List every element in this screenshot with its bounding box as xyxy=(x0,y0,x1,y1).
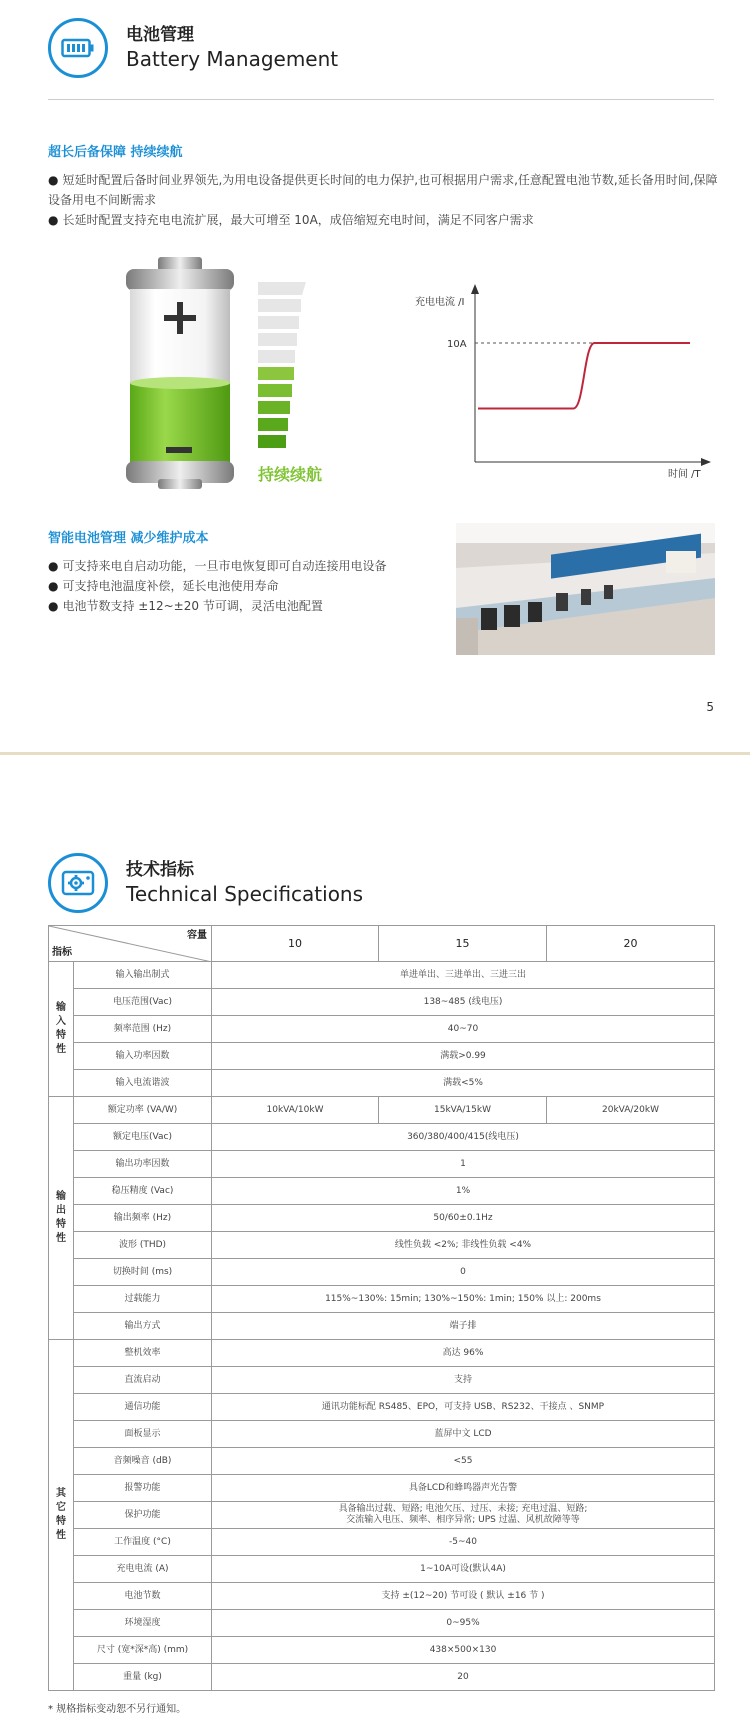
row-label: 输入电流谐波 xyxy=(74,1070,212,1097)
footnote: * 规格指标变动恕不另行通知。 xyxy=(48,1704,187,1715)
row-label: 音频噪音 (dB) xyxy=(74,1448,212,1475)
battery-icon xyxy=(48,18,108,78)
row-value: 端子排 xyxy=(212,1313,715,1340)
row-label: 输入输出制式 xyxy=(74,962,212,989)
row-label: 充电电流 (A) xyxy=(74,1556,212,1583)
row-value: 115%~130%: 15min; 130%~150%: 1min; 150% 以上: 200ms xyxy=(212,1286,715,1313)
table-row xyxy=(49,1043,715,1070)
table-header-row xyxy=(49,926,715,962)
battery-section-header xyxy=(48,18,338,78)
gear-icon xyxy=(48,853,108,913)
row-value: <55 xyxy=(212,1448,715,1475)
table-row xyxy=(49,1529,715,1556)
table-row xyxy=(49,1205,715,1232)
table-row xyxy=(49,962,715,989)
row-label: 重量 (kg) xyxy=(74,1664,212,1691)
spec-table xyxy=(48,925,715,1691)
group-output: 输 出 特 性 xyxy=(49,1097,74,1340)
row-value: 支持 ±(12~20) 节可设 ( 默认 ±16 节 ) xyxy=(212,1583,715,1610)
row-label: 环境湿度 xyxy=(74,1610,212,1637)
row-label: 直流启动 xyxy=(74,1367,212,1394)
table-row xyxy=(49,1016,715,1043)
charge-current-chart xyxy=(400,270,720,480)
table-row xyxy=(49,1367,715,1394)
smart-heading: 智能电池管理 减少维护成本 xyxy=(48,531,209,546)
row-label: 波形 (THD) xyxy=(74,1232,212,1259)
row-label: 切换时间 (ms) xyxy=(74,1259,212,1286)
battery-illustration xyxy=(120,255,240,495)
specs-section-header xyxy=(48,853,363,913)
row-label: 面板显示 xyxy=(74,1421,212,1448)
row-label: 输出功率因数 xyxy=(74,1151,212,1178)
table-row xyxy=(49,1232,715,1259)
row-value: 1% xyxy=(212,1178,715,1205)
row-value: 360/380/400/415(线电压) xyxy=(212,1124,715,1151)
table-row xyxy=(49,1259,715,1286)
row-value: 支持 xyxy=(212,1367,715,1394)
backup-heading: 超长后备保障 持续续航 xyxy=(48,145,183,160)
row-label: 额定电压(Vac) xyxy=(74,1124,212,1151)
table-row xyxy=(49,1151,715,1178)
row-value: 具备输出过载、短路; 电池欠压、过压、未接; 充电过温、短路; 交流输入电压、频率、相序异常; UPS 过温、风机故障等等 xyxy=(212,1502,715,1529)
table-row xyxy=(49,989,715,1016)
backup-bullets xyxy=(48,170,718,230)
row-value: 满载<5% xyxy=(212,1070,715,1097)
row-label: 工作温度 (°C) xyxy=(74,1529,212,1556)
battery-caption: 持续续航 xyxy=(258,465,323,484)
row-label: 电压范围(Vac) xyxy=(74,989,212,1016)
list-item: ● 短延时配置后备时间业界领先,为用电设备提供更长时间的电力保护,也可根据用户需求,任意配置电池节数,延长备用时间,保障设备用电不间断需求 xyxy=(48,173,718,207)
list-item: ● 可支持来电自启动功能，一旦市电恢复即可自动连接用电设备 xyxy=(48,559,387,573)
table-row xyxy=(49,1097,715,1124)
row-value: 蓝屏中文 LCD xyxy=(212,1421,715,1448)
row-label: 保护功能 xyxy=(74,1502,212,1529)
table-row xyxy=(49,1421,715,1448)
table-row xyxy=(49,1664,715,1691)
list-item: ● 长延时配置支持充电电流扩展，最大可增至 10A，成倍缩短充电时间，满足不同客户需求 xyxy=(48,213,534,227)
table-row xyxy=(49,1475,715,1502)
table-row xyxy=(49,1556,715,1583)
table-row xyxy=(49,1340,715,1367)
list-item: ● 电池节数支持 ±12~±20 节可调，灵活电池配置 xyxy=(48,599,323,613)
row-label: 输入功率因数 xyxy=(74,1043,212,1070)
row-label: 额定功率 (VA/W) xyxy=(74,1097,212,1124)
battery-title-en: Battery Management xyxy=(126,47,339,71)
row-label: 稳压精度 (Vac) xyxy=(74,1178,212,1205)
table-row xyxy=(49,1448,715,1475)
list-item: ● 可支持电池温度补偿，延长电池使用寿命 xyxy=(48,579,279,593)
row-label: 频率范围 (Hz) xyxy=(74,1016,212,1043)
table-row xyxy=(49,1286,715,1313)
row-value: 138~485 (线电压) xyxy=(212,989,715,1016)
row-value: 0 xyxy=(212,1259,715,1286)
battery-title-cn: 电池管理 xyxy=(126,25,194,45)
section-rule xyxy=(48,99,714,100)
row-value: 1~10A可设(默认4A) xyxy=(212,1556,715,1583)
table-corner-cell xyxy=(49,926,212,962)
office-photo xyxy=(456,523,715,655)
row-value: -5~40 xyxy=(212,1529,715,1556)
chart-ylabel: 充电电流 /I xyxy=(415,297,465,308)
table-row xyxy=(49,1394,715,1421)
row-label: 输出频率 (Hz) xyxy=(74,1205,212,1232)
table-row xyxy=(49,1313,715,1340)
chart-xlabel: 时间 /T xyxy=(668,469,701,480)
specs-title-cn: 技术指标 xyxy=(126,860,194,880)
table-row xyxy=(49,1637,715,1664)
smart-bullets xyxy=(48,556,428,616)
row-value: 40~70 xyxy=(212,1016,715,1043)
row-label: 过载能力 xyxy=(74,1286,212,1313)
x-axis-arrow xyxy=(701,458,711,466)
index-label: 指标 xyxy=(52,947,72,958)
table-row xyxy=(49,1124,715,1151)
battery-level-bars xyxy=(258,280,310,464)
column-header: 20 xyxy=(547,926,715,962)
row-value: 20 xyxy=(212,1664,715,1691)
capacity-label: 容量 xyxy=(187,930,207,941)
row-label: 通信功能 xyxy=(74,1394,212,1421)
chart-ytick: 10A xyxy=(447,339,467,350)
page-number: 5 xyxy=(706,700,714,714)
table-row xyxy=(49,1502,715,1529)
column-header: 10 xyxy=(212,926,379,962)
row-value: 20kVA/20kW xyxy=(547,1097,715,1124)
table-row xyxy=(49,1178,715,1205)
row-label: 整机效率 xyxy=(74,1340,212,1367)
row-value: 438×500×130 xyxy=(212,1637,715,1664)
table-row xyxy=(49,1583,715,1610)
row-label: 报警功能 xyxy=(74,1475,212,1502)
charge-curve xyxy=(478,343,690,408)
y-axis-arrow xyxy=(471,284,479,294)
row-value: 50/60±0.1Hz xyxy=(212,1205,715,1232)
row-label: 输出方式 xyxy=(74,1313,212,1340)
row-value: 0~95% xyxy=(212,1610,715,1637)
row-value: 单进单出、三进单出、三进三出 xyxy=(212,962,715,989)
row-value: 15kVA/15kW xyxy=(379,1097,547,1124)
row-value: 通讯功能标配 RS485、EPO，可支持 USB、RS232、干接点 、SNMP xyxy=(212,1394,715,1421)
row-value: 10kVA/10kW xyxy=(212,1097,379,1124)
row-label: 电池节数 xyxy=(74,1583,212,1610)
row-value: 线性负载 <2%; 非线性负载 <4% xyxy=(212,1232,715,1259)
column-header: 15 xyxy=(379,926,547,962)
group-other: 其 它 特 性 xyxy=(49,1340,74,1691)
specs-title-en: Technical Specifications xyxy=(126,882,364,906)
group-input: 输 入 特 性 xyxy=(49,962,74,1097)
row-value: 1 xyxy=(212,1151,715,1178)
page-divider xyxy=(0,752,750,755)
row-value: 具备LCD和蜂鸣器声光告警 xyxy=(212,1475,715,1502)
row-value: 高达 96% xyxy=(212,1340,715,1367)
table-row xyxy=(49,1610,715,1637)
row-value: 满载>0.99 xyxy=(212,1043,715,1070)
table-row xyxy=(49,1070,715,1097)
row-label: 尺寸 (宽*深*高) (mm) xyxy=(74,1637,212,1664)
